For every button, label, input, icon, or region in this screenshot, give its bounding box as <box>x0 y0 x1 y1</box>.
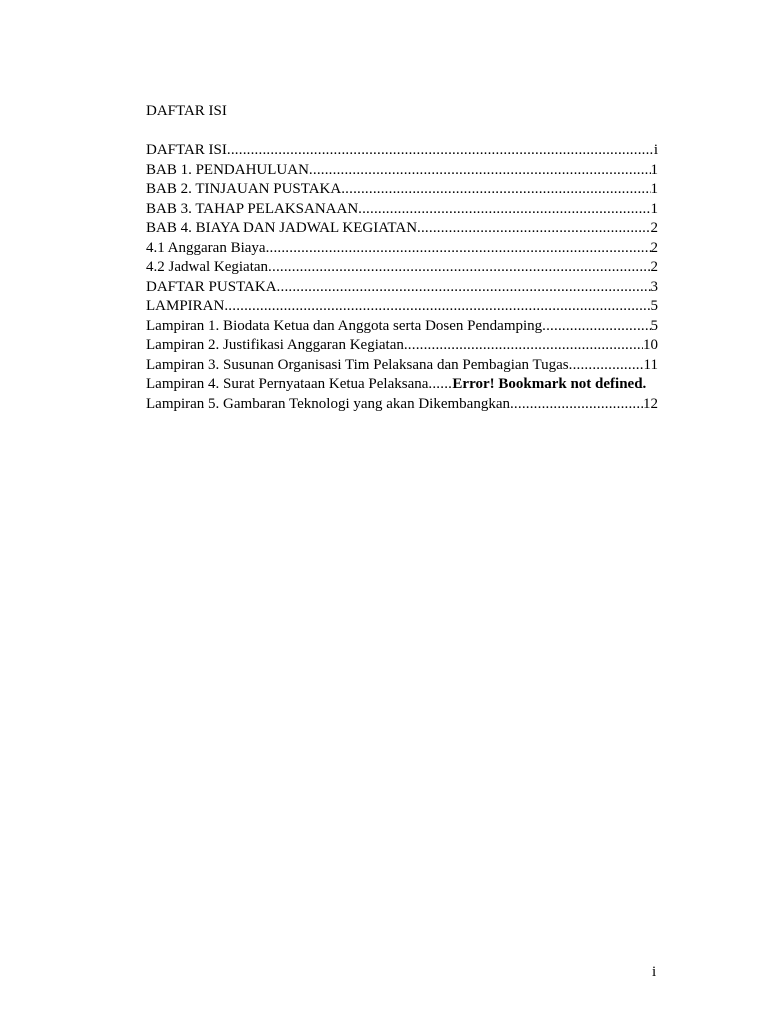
toc-entry[interactable] <box>146 278 658 298</box>
toc-dot-leader <box>542 317 650 337</box>
toc-dot-leader <box>428 375 452 395</box>
toc-entry-label: Lampiran 2. Justifikasi Anggaran Kegiatan <box>146 337 404 353</box>
toc-entry-label: DAFTAR ISI <box>146 142 227 158</box>
toc-dot-leader <box>341 180 650 200</box>
toc-dot-leader <box>404 336 643 356</box>
toc-entry[interactable] <box>146 239 658 259</box>
toc-entry-page: 10 <box>643 337 658 353</box>
toc-entry[interactable] <box>146 219 658 239</box>
toc-entry[interactable] <box>146 317 658 337</box>
toc-entry-page: 2 <box>650 239 658 256</box>
toc-dot-leader <box>266 239 651 259</box>
toc-entry-label: Lampiran 4. Surat Pernyataan Ketua Pelaksana <box>146 376 429 392</box>
toc-entry-page: 11 <box>643 356 658 373</box>
toc-entry[interactable] <box>146 141 658 161</box>
toc-dot-leader <box>227 141 654 161</box>
toc-entry[interactable] <box>146 161 658 181</box>
toc-entry-page: 3 <box>650 278 658 295</box>
toc-dot-leader <box>417 219 650 239</box>
toc-entry[interactable] <box>146 200 658 220</box>
table-of-contents <box>146 141 658 414</box>
toc-entry-label: BAB 3. TAHAP PELAKSANAAN <box>146 200 359 217</box>
toc-entry-page: 1 <box>650 161 658 178</box>
toc-entry-label: BAB 4. BIAYA DAN JADWAL KEGIATAN <box>146 220 418 236</box>
toc-entry-page: i <box>653 142 658 158</box>
toc-dot-leader <box>277 278 651 298</box>
toc-entry-error: Error! Bookmark not defined. <box>452 376 647 392</box>
toc-entry[interactable] <box>146 375 658 395</box>
toc-entry-page: 5 <box>650 298 658 314</box>
toc-dot-leader <box>309 161 651 181</box>
toc-entry-label: DAFTAR PUSTAKA <box>146 278 277 295</box>
toc-heading: DAFTAR ISI <box>146 103 227 119</box>
toc-dot-leader <box>510 395 643 415</box>
toc-entry-label: Lampiran 3. Susunan Organisasi Tim Pelaksana dan Pembagian Tugas <box>146 356 569 373</box>
toc-entry-page: 2 <box>650 259 658 275</box>
toc-entry[interactable] <box>146 297 658 317</box>
toc-dot-leader <box>569 356 644 376</box>
toc-entry-label: Lampiran 5. Gambaran Teknologi yang akan Dikembangkan <box>146 395 510 412</box>
toc-entry-page: 5 <box>650 317 658 334</box>
toc-entry[interactable] <box>146 336 658 356</box>
toc-entry[interactable] <box>146 395 658 415</box>
toc-entry[interactable] <box>146 258 658 278</box>
toc-entry-label: BAB 2. TINJAUAN PUSTAKA <box>146 181 342 197</box>
toc-entry-label: BAB 1. PENDAHULUAN <box>146 161 309 178</box>
toc-entry-page: 2 <box>650 220 658 236</box>
toc-entry-page: 1 <box>650 181 658 197</box>
toc-dot-leader <box>224 297 650 317</box>
toc-entry[interactable] <box>146 180 658 200</box>
toc-entry-label: 4.1 Anggaran Biaya <box>146 239 266 256</box>
toc-entry-page: 12 <box>643 395 658 412</box>
toc-entry-label: 4.2 Jadwal Kegiatan <box>146 259 269 275</box>
toc-dot-leader <box>268 258 650 278</box>
page-number: i <box>652 964 657 980</box>
toc-entry[interactable] <box>146 356 658 376</box>
toc-entry-label: LAMPIRAN <box>146 298 225 314</box>
toc-dot-leader <box>358 200 650 220</box>
toc-entry-label: Lampiran 1. Biodata Ketua dan Anggota serta Dosen Pendamping <box>146 317 543 334</box>
toc-entry-page: 1 <box>650 200 658 217</box>
